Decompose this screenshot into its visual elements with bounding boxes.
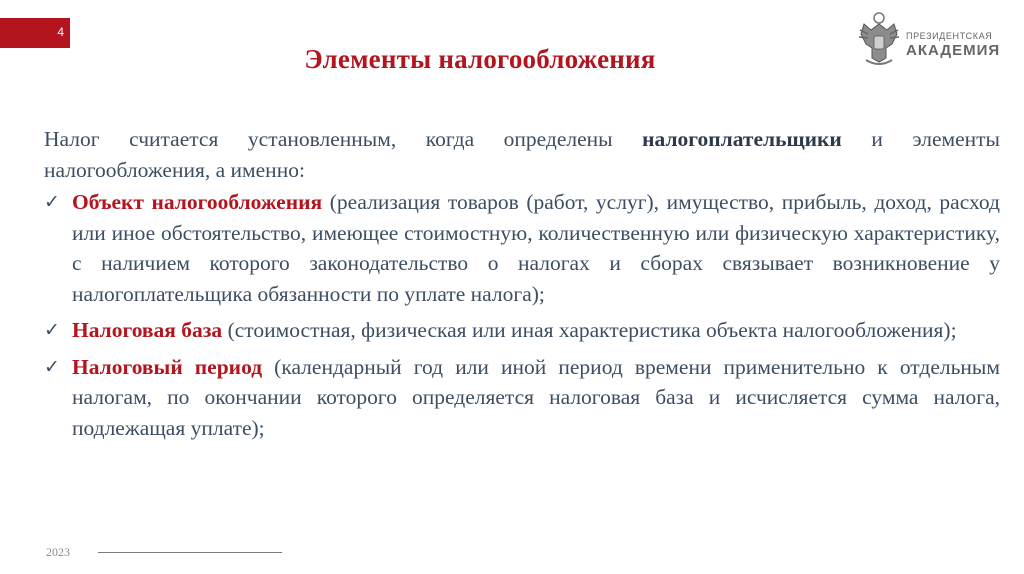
list-item-term: Налоговая база bbox=[72, 318, 223, 342]
footer-year: 2023 bbox=[46, 545, 70, 559]
list-item bbox=[44, 315, 1000, 346]
logo-line-2: АКАДЕМИЯ bbox=[906, 42, 1001, 59]
intro-post-text: и элементы налогообложения, а именно: bbox=[44, 127, 1000, 182]
slide-number: 4 bbox=[57, 25, 64, 39]
list-item-text: (реализация товаров (работ, услуг), имущество, прибыль, доход, расход или иное обстоятельство, имеющее стоимостную, количественную или физическую характеристику, с наличием которого законодательство о налогах и сборах связывает возникновение у налогоплательщика обязанности по уплате налога); bbox=[72, 190, 1000, 306]
list-item bbox=[44, 352, 1000, 444]
academy-logo bbox=[856, 10, 1006, 70]
list-item-text: (календарный год или иной период времени применительно к отдельным налогам, по окончании которого определяется налоговая база и исчисляется сумма налога, подлежащая уплате); bbox=[72, 354, 1000, 440]
content-body bbox=[44, 124, 1000, 443]
intro-pre-text: Налог считается установленным, когда определены bbox=[44, 127, 643, 151]
footer-divider bbox=[98, 552, 282, 553]
list-item bbox=[44, 187, 1000, 309]
checkmark-icon: ✓ bbox=[44, 355, 60, 378]
page-title: Элементы налогообложения bbox=[304, 44, 656, 74]
checkmark-icon: ✓ bbox=[44, 191, 60, 213]
eagle-emblem-icon bbox=[856, 10, 902, 68]
checkmark-icon: ✓ bbox=[44, 319, 60, 341]
intro-paragraph bbox=[44, 124, 1000, 185]
list-item-text: (стоимостная, физическая или иная характеристика объекта налогообложения); bbox=[222, 318, 957, 342]
intro-bold-term: налогоплательщики bbox=[642, 127, 842, 151]
logo-line-1: ПРЕЗИДЕНТСКАЯ bbox=[906, 31, 993, 41]
list-item-term: Налоговый период bbox=[72, 354, 263, 379]
list-item-term: Объект налогообложения bbox=[72, 190, 323, 214]
